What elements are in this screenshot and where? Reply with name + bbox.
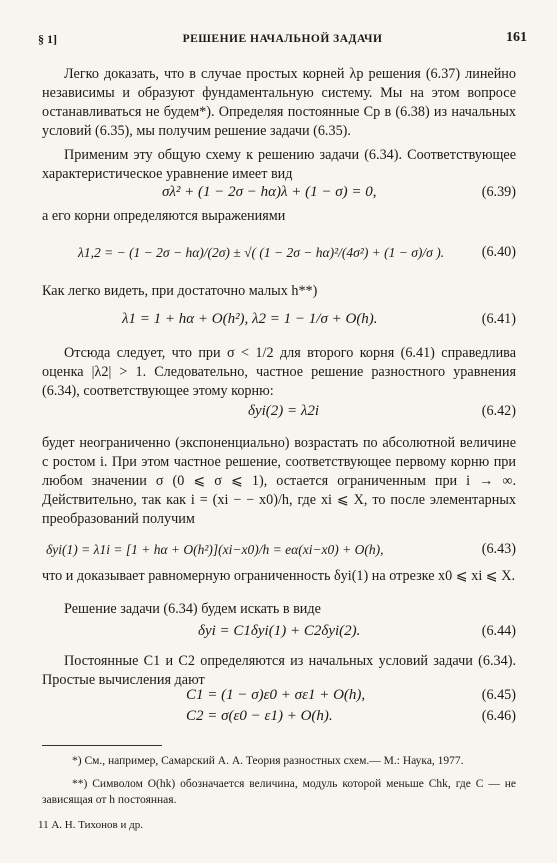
- equation-6-41: [42, 310, 516, 336]
- equation-body: δyi = C1δyi(1) + C2δyi(2).: [198, 623, 361, 639]
- equation-body: C1 = (1 − σ)ε0 + σε1 + O(h),: [186, 687, 366, 703]
- paragraph-2: Применим эту общую схему к решению задачи (6.34). Соответствующее характеристическое уравнение имеет вид: [42, 147, 516, 182]
- paragraph-1: Легко доказать, что в случае простых корней λp решения (6.37) линейно независимы и образуют фундаментальную систему. Мы на этом вопросе останавливаться не будем*). Определяя постоянные Cp в (6.38) из начальных условий (6.35), мы получим решение задачи (6.35).: [42, 66, 516, 139]
- equation-number: (6.40): [481, 244, 516, 260]
- equation-body: C2 = σ(ε0 − ε1) + O(h).: [186, 708, 333, 724]
- running-header: [38, 30, 527, 50]
- equation-body: λ1,2 = − (1 − 2σ − hα)/(2σ) ± √( (1 − 2σ − hα)²/(4σ²) + (1 − σ)/σ ).: [78, 245, 445, 260]
- equation-number: (6.45): [481, 687, 516, 703]
- equation-number: (6.46): [481, 708, 516, 724]
- footnote-2: **) Символом O(hk) обозначается величина, модуль которой меньше Chk, где C — не зависящая от h постоянная.: [42, 778, 516, 806]
- equation-number: (6.43): [481, 541, 516, 557]
- equation-body: δyi(1) = λ1i = [1 + hα + O(h²)](xi−x0)/h = eα(xi−x0) + O(h),: [46, 542, 384, 557]
- paragraph-8: Решение задачи (6.34) будем искать в виде: [64, 601, 321, 617]
- equation-6-43: [42, 540, 516, 566]
- equation-6-39: [42, 183, 516, 209]
- equation-number: (6.41): [481, 311, 516, 327]
- printer-signature: 11 А. Н. Тихонов и др.: [38, 819, 143, 831]
- page-number: 161: [506, 30, 527, 45]
- paragraph-7: что и доказывает равномерную ограниченность δyi(1) на отрезке x0 ⩽ xi ⩽ X.: [42, 568, 516, 584]
- equation-body: δyi(2) = λ2i: [248, 403, 320, 419]
- equation-number: (6.44): [481, 623, 516, 639]
- paragraph-5: Отсюда следует, что при σ < 1/2 для второго корня (6.41) справедлива оценка |λ2| > 1. Следовательно, частное решение разностного уравнения (6.34), соответствующее этому корню:: [42, 345, 516, 399]
- equation-body: λ1 = 1 + hα + O(h²), λ2 = 1 − 1/σ + O(h).: [122, 311, 378, 327]
- paragraph-9: Постоянные C1 и C2 определяются из начальных условий задачи (6.34). Простые вычисления дают: [42, 653, 516, 688]
- equation-number: (6.39): [481, 184, 516, 200]
- paragraph-4: Как легко видеть, при достаточно малых h**): [42, 283, 318, 299]
- paragraph-6: будет неограниченно (экспоненциально) возрастать по абсолютной величине с ростом i. При этом частное решение, соответствующее первому корню при любом значении σ (0 ⩽ σ ⩽ 1), остается ограниченным при i → ∞. Действительно, так как i = (xi − − x0)/h, где xi ⩽ X, то после элементарных преобразований получим: [42, 435, 516, 527]
- footnote-separator: [42, 745, 162, 746]
- equation-6-40: [42, 243, 516, 269]
- equation-6-42: [42, 402, 516, 428]
- equation-6-44: [42, 622, 516, 648]
- section-marker: § 1]: [38, 32, 57, 46]
- equation-6-46: [42, 707, 516, 733]
- equation-body: σλ² + (1 − 2σ − hα)λ + (1 − σ) = 0,: [162, 184, 377, 200]
- footnote-1: *) См., например, Самарский А. А. Теория разностных схем.— М.: Наука, 1977.: [72, 755, 464, 767]
- running-title: РЕШЕНИЕ НАЧАЛЬНОЙ ЗАДАЧИ: [182, 33, 383, 45]
- paragraph-3: а его корни определяются выражениями: [42, 208, 286, 224]
- equation-number: (6.42): [481, 403, 516, 419]
